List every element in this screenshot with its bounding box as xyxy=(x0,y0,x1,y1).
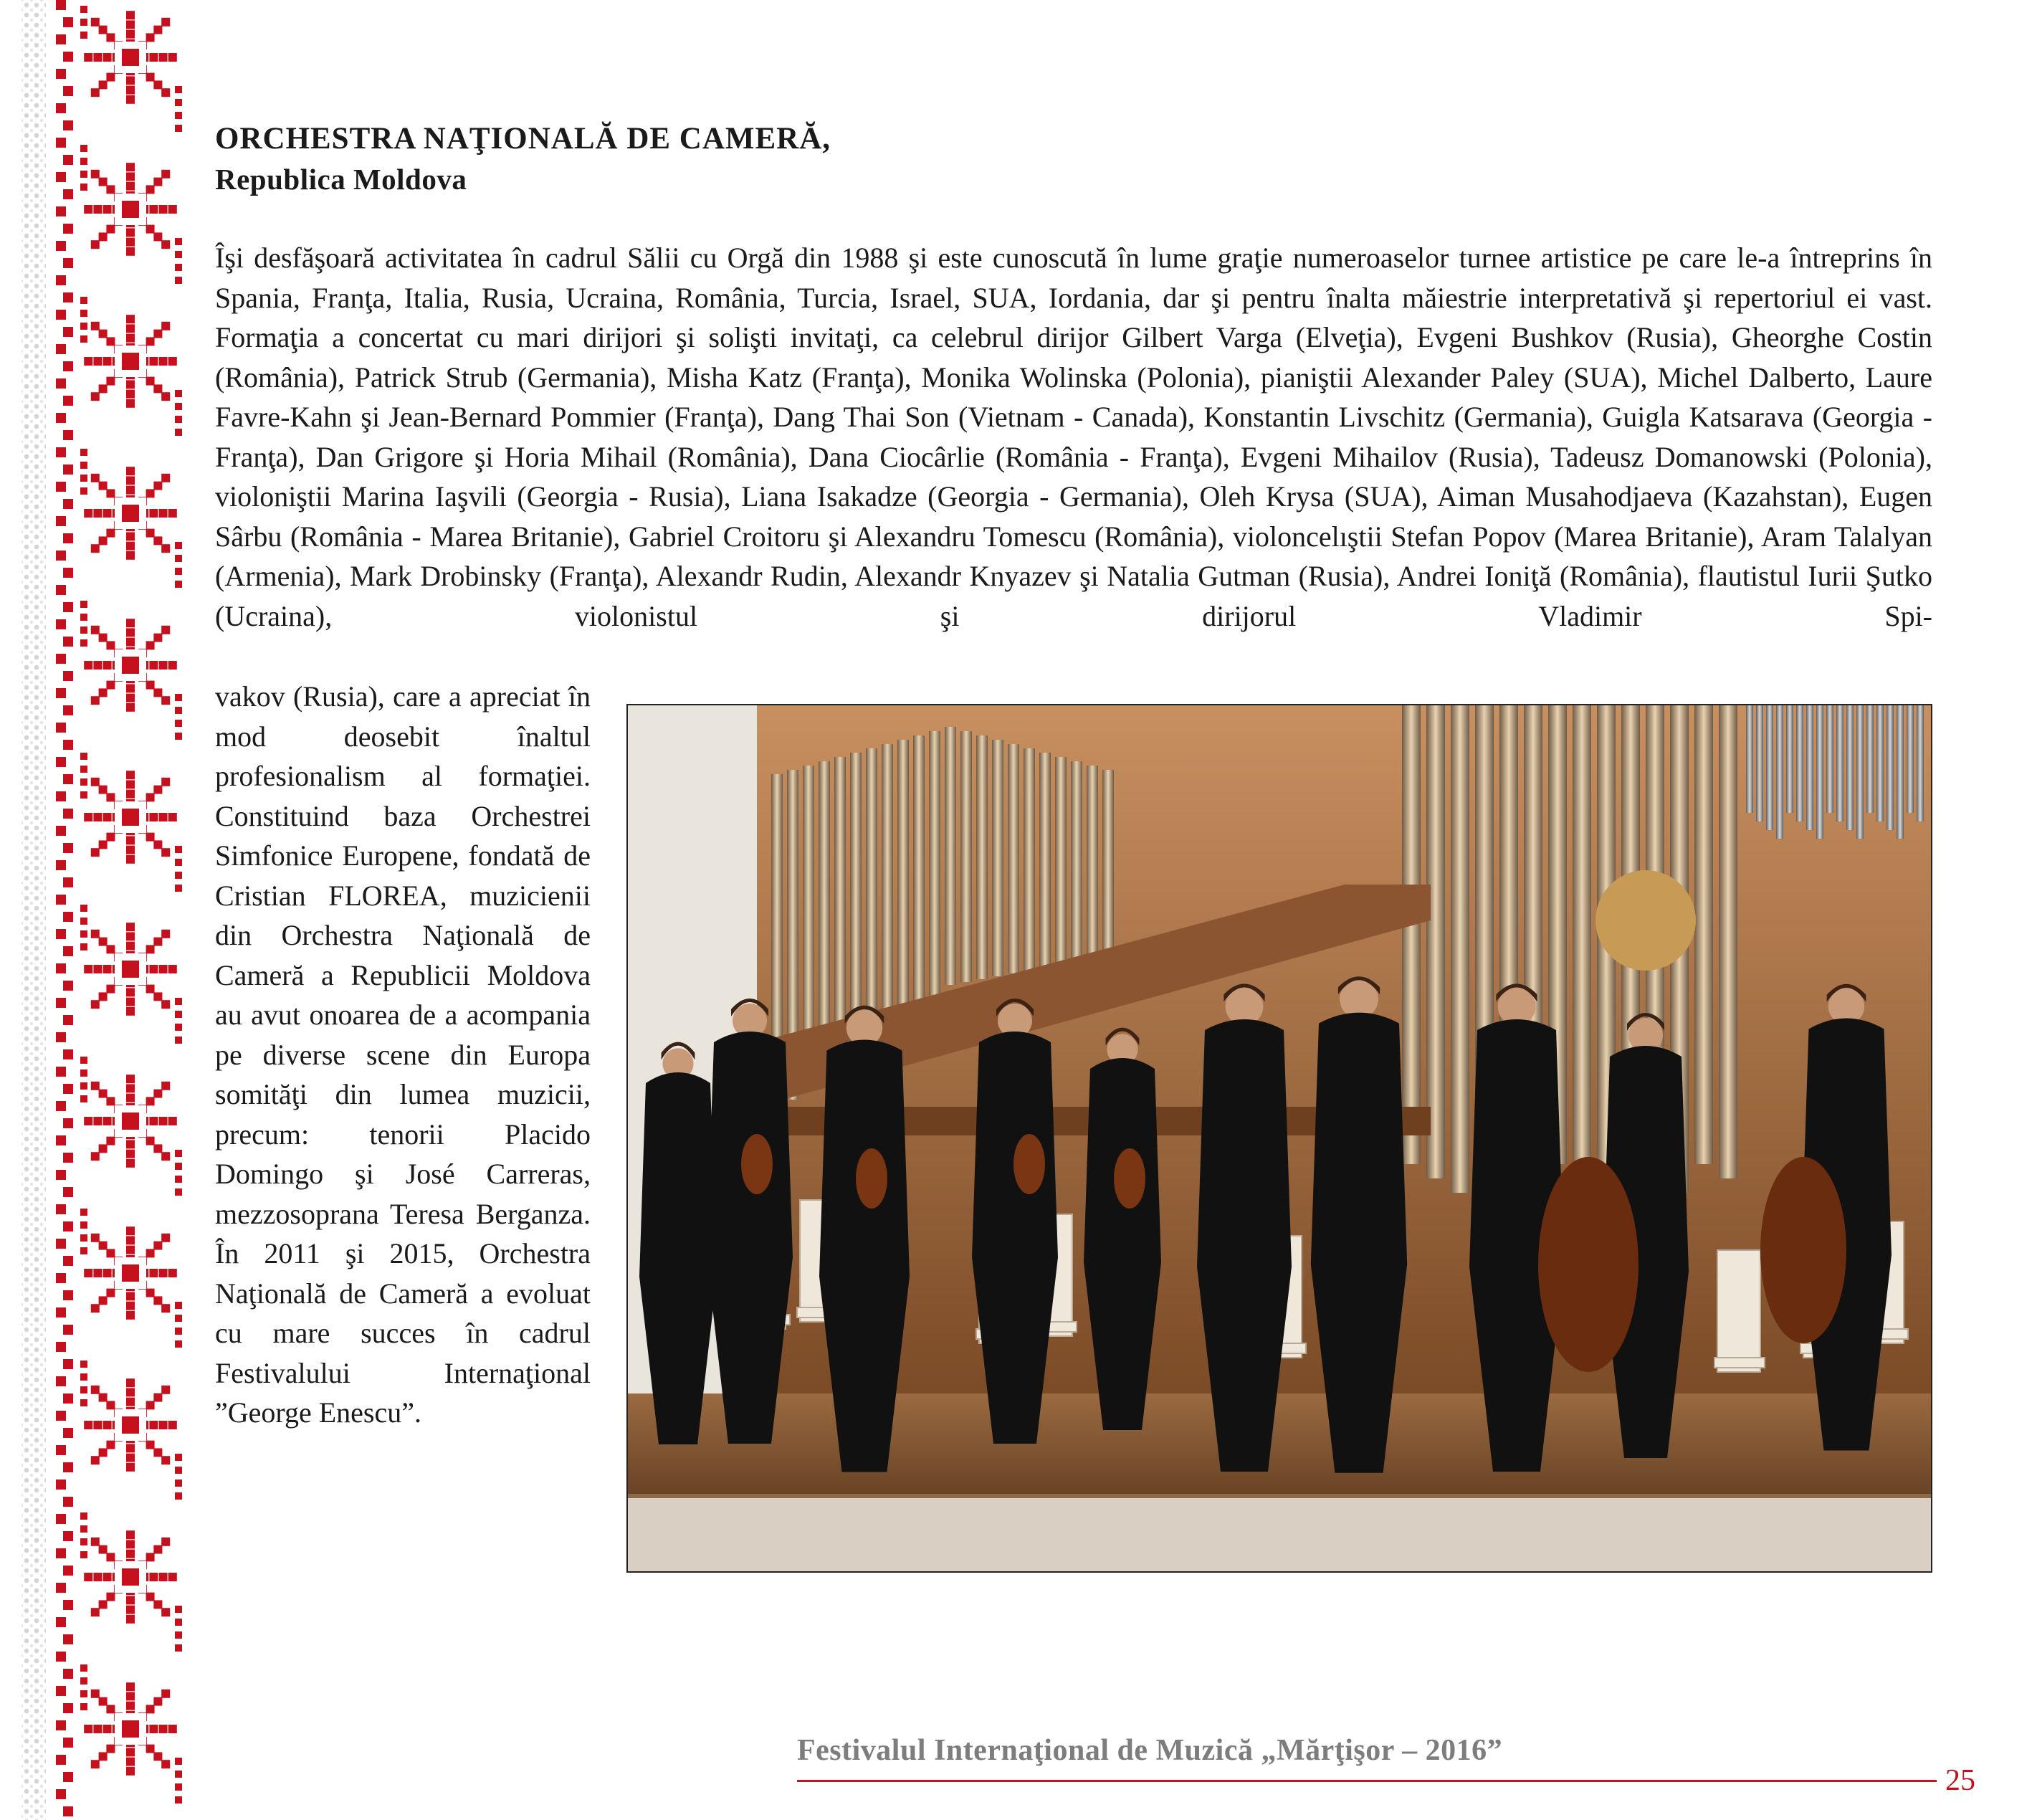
paragraph-continuation: vakov (Rusia), care a apreciat în mod deosebit înaltul profesionalism al formaţiei. Constituind baza Orchestrei Simfonice Europene, fondată de Cristian FLOREA, muzicienii din Orchestra Naţională de Cameră a Republicii Moldova au avut onoarea de a acompania pe diverse scene din Europa somităţi din lumea muzicii, precum: tenorii Placido Domingo şi José Carreras, mezzosoprana Teresa Berganza. În 2011 şi 2015, Orchestra Naţională de Cameră a evoluat cu mare succes în cadrul Festivalului Internaţional ”George Enescu”. xyxy=(215,680,591,1429)
orchestra-photo xyxy=(626,704,1932,1573)
dotted-pattern-strip xyxy=(22,0,46,1820)
paragraph-intro: Îşi desfăşoară activitatea în cadrul Sălii cu Orgă din 1988 şi este cunoscută în lume graţie numeroaselor turnee artistice pe care le-a întreprins în Spania, Franţa, Italia, Rusia, Ucraina, România, Turcia, Israel, SUA, Iordania, dar şi pentru înalta măiestrie interpretativă şi repertoriul ei vast. Formaţia a concertat cu mari dirijori şi solişti invitaţi, ca celebrul dirijor Gilbert Varga (Elveţia), Evgeni Bushkov (Rusia), Gheorghe Costin (România), Patrick Strub (Germania), Misha Katz (Franţa), Monika Wolinska (Polonia), pianiştii Alexander Paley (SUA), Michel Dalberto, Laure Favre-Kahn şi Jean-Bernard Pommier (Franţa), Dang Thai Son (Vietnam - Canada), Konstantin Livschitz (Germania), Guigla Katsarava (Georgia - Franţa), Dan Grigore şi Horia Mihail (România), Dana Ciocârlie (România - Franţa), Evgeni Mihailov (Rusia), Tadeusz Domanowski (Polonia), violoniştii Marina Iaşvili (Georgia - Rusia), Liana Isakadze (Georgia - Germania), Oleh Krysa (SUA), Aiman Musahodjaeva (Kazahstan), Eugen Sârbu (România - Marea Britanie), Gabriel Croitoru şi Alexandru Tomescu (România), violoncelıştii Stefan Popov (Marea Britanie), Aram Talalyan (Armenia), Mark Drobinsky (Franţa), Alexandr Rudin, Alexandr Knyazev şi Natalia Gutman (Rusia), Andrei Ioniţă (România), flautistul Iurii Şutko (Ucraina), violonistul şi dirijorul Vladimir Spi- xyxy=(215,242,1932,632)
article-title: ORCHESTRA NAŢIONALĂ DE CAMERĂ, xyxy=(215,122,831,156)
red-embroidery-pattern xyxy=(52,0,195,1820)
folk-ornament-border xyxy=(0,0,201,1820)
footer-festival-title: Festivalul Internaţional de Muzică „Mărţişor – 2016” xyxy=(797,1734,1503,1767)
body-text-column xyxy=(215,677,591,1433)
footer-divider xyxy=(797,1780,1937,1782)
body-text-full-width xyxy=(215,238,1932,636)
article-heading xyxy=(215,119,831,199)
article-subtitle: Republica Moldova xyxy=(215,163,467,196)
orchestra-stage-illustration xyxy=(628,705,1931,1571)
page-number: 25 xyxy=(1945,1764,1975,1797)
